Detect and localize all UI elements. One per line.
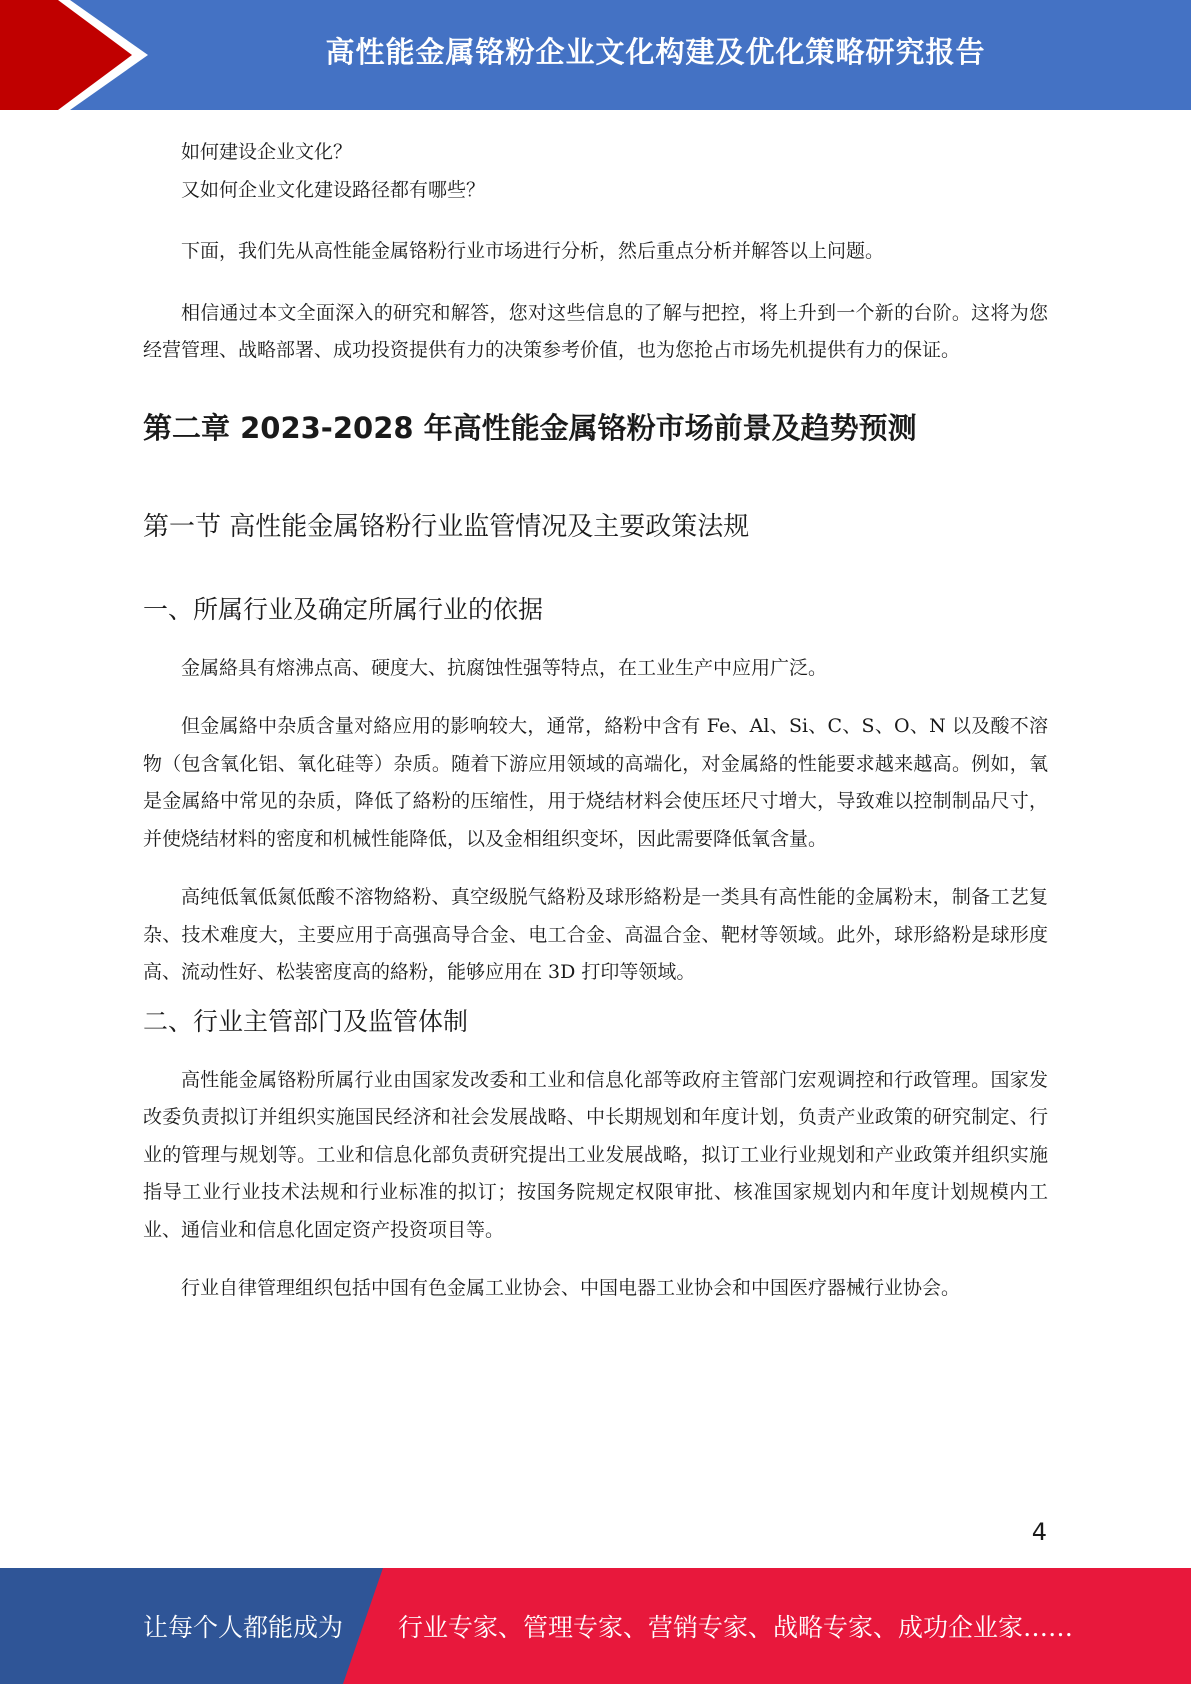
subsection-title-2: 二、行业主管部门及监管体制	[143, 1006, 469, 1036]
intro-paragraph-2: 相信通过本文全面深入的研究和解答，您对这些信息的了解与把控，将上升到一个新的台阶。这将为您经营管理、战略部署、成功投资提供有力的决策参考价值，也为您抢占市场先机提供有力的保证。	[143, 301, 1048, 361]
header-title: 高性能金属铬粉企业文化构建及优化策略研究报告	[325, 34, 986, 69]
intro-question-2: 又如何企业文化建设路径都有哪些？	[181, 178, 486, 201]
footer-slogan-right: 行业专家、管理专家、营销专家、战略专家、成功企业家……	[398, 1613, 1074, 1642]
subsection-1-paragraph-3: 高纯低氧低氮低酸不溶物絡粉、真空级脱气絡粉及球形絡粉是一类具有高性能的金属粉末，制备工艺复杂、技术难度大，主要应用于高强高导合金、电工合金、高温合金、靶材等领域。此外，球形絡粉是球形度高、流动性好、松装密度高的絡粉，能够应用在 3D 打印等领域。	[143, 886, 1048, 983]
intro-question-1: 如何建设企业文化？	[181, 141, 353, 163]
subsection-2-paragraph-1: 高性能金属铬粉所属行业由国家发改委和工业和信息化部等政府主管部门宏观调控和行政管理。国家发改委负责拟订并组织实施国民经济和社会发展战略、中长期规划和年度计划，负责产业政策的研究制定、行业的管理与规划等。工业和信息化部负责研究提出工业发展战略，拟订工业行业规划和产业政策并组织实施指导工业行业技术法规和行业标准的拟订；按国务院规定权限审批、核准国家规划内和年度计划规模内工业、通信业和信息化固定资产投资项目等。	[143, 1068, 1048, 1241]
section-title: 第一节 高性能金属铬粉行业监管情况及主要政策法规	[143, 511, 750, 542]
chapter-title: 第二章 2023-2028 年高性能金属铬粉市场前景及趋势预测	[143, 410, 917, 445]
intro-paragraph-1: 下面，我们先从高性能金属铬粉行业市场进行分析，然后重点分析并解答以上问题。	[181, 240, 885, 262]
subsection-1-paragraph-2: 但金属絡中杂质含量对絡应用的影响较大，通常，絡粉中含有 Fe、Al、Si、C、S、O、N 以及酸不溶物（包含氧化铝、氧化硅等）杂质。随着下游应用领域的高端化，对金属絡的性能要求越来越高。例如，氧是金属絡中常见的杂质，降低了絡粉的压缩性，用于烧结材料会使压坯尺寸增大，导致难以控制制品尺寸，并使烧结材料的密度和机械性能降低，以及金相组织变坏，因此需要降低氧含量。	[143, 715, 1048, 850]
page-footer	[0, 1568, 1191, 1684]
document-body	[143, 134, 1048, 1308]
footer-slogan-left: 让每个人都能成为	[143, 1613, 344, 1642]
subsection-2-paragraph-2: 行业自律管理组织包括中国有色金属工业协会、中国电器工业协会和中国医疗器械行业协会。	[181, 1277, 961, 1299]
subsection-1-paragraph-1: 金属絡具有熔沸点高、硬度大、抗腐蚀性强等特点，在工业生产中应用广泛。	[181, 656, 828, 679]
page-header	[0, 0, 1191, 110]
subsection-title-1: 一、所属行业及确定所属行业的依据	[143, 594, 544, 624]
page-number: 4	[1031, 1518, 1047, 1546]
